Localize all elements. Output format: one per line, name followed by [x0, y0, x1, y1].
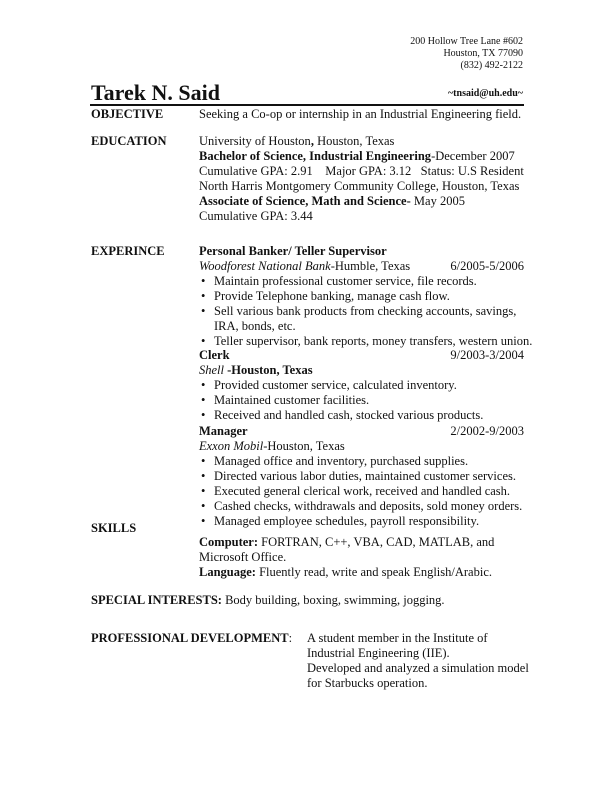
job-1-duties: [199, 274, 532, 349]
computer-list-end: , and: [470, 535, 495, 549]
professional-line: A student member in the Institute of: [307, 631, 488, 645]
address-line: Houston, TX 77090: [443, 48, 523, 59]
job-1-title: Personal Banker/ Teller Supervisor: [199, 244, 387, 258]
job-1-employer: Woodforest National Bank: [199, 259, 331, 273]
contact-address: [410, 36, 523, 72]
phone-number: (832) 492-2122: [460, 60, 523, 71]
applicant-name: Tarek N. Said: [91, 80, 220, 105]
gpa-1: Cumulative GPA: 2.91 Major GPA: 3.12 Status: U.S Resident: [199, 164, 524, 178]
professional-line: for Starbucks operation.: [307, 676, 428, 690]
professional-label: PROFESSIONAL DEVELOPMENT: [91, 631, 289, 645]
list-item: • Received and handled cash, stocked various products.: [199, 408, 524, 423]
professional-development-text: [307, 631, 529, 691]
professional-line: Developed and analyzed a simulation model: [307, 661, 529, 675]
list-item: • Managed office and inventory, purchased supplies.: [199, 454, 524, 469]
skills-block: [199, 535, 494, 580]
objective-sentence: Seeking a Co-op or internship in an Industrial Engineering field.: [199, 107, 522, 121]
email-address: ~tnsaid@uh.edu~: [447, 88, 523, 99]
school-1: [199, 134, 524, 149]
professional-development-heading: [91, 631, 292, 646]
school-1-location: Houston, Texas: [313, 134, 395, 148]
job-1-location: -Humble, Texas: [330, 259, 411, 273]
job-3-title: Manager: [199, 424, 248, 438]
job-2-employer-row: [199, 363, 524, 378]
list-item: IRA, bonds, etc.: [214, 319, 296, 333]
school-1-sep: ,: [310, 134, 314, 148]
degree-2-title: Associate of Science, Math and Science-: [199, 194, 411, 208]
list-item: • Teller supervisor, bank reports, money transfers, western union.: [199, 334, 532, 349]
list-item: • Provided customer service, calculated inventory.: [199, 378, 524, 393]
header-divider: [90, 104, 524, 106]
job-2-duties: [199, 378, 524, 423]
degree-2: [199, 194, 524, 209]
interests-heading: SPECIAL INTERESTS:: [91, 593, 222, 607]
skills-heading: SKILLS: [91, 521, 137, 535]
school-1-name: University of Houston: [199, 134, 311, 148]
degree-1-title: Bachelor of Science, Industrial Engineering: [199, 149, 432, 163]
job-2: [199, 348, 524, 423]
list-item: • Executed general clerical work, received and handled cash.: [199, 484, 524, 499]
special-interests: [91, 593, 445, 608]
job-1: [199, 244, 532, 349]
list-item: • Sell various bank products from checking accounts, savings,: [199, 304, 532, 319]
address-line: 200 Hollow Tree Lane #602: [410, 36, 523, 47]
language-skills: [199, 565, 494, 580]
list-item: • Provide Telephone banking, manage cash flow.: [199, 289, 532, 304]
experience-heading: EXPERINCE: [91, 244, 165, 258]
education-heading: EDUCATION: [91, 134, 167, 148]
computer-list: FORTRAN, C++, VBA, CAD, MATLAB: [258, 535, 471, 549]
job-3-duties: [199, 454, 524, 529]
list-item: • Maintained customer facilities.: [199, 393, 524, 408]
list-item: • Directed various labor duties, maintained customer services.: [199, 469, 524, 484]
job-3-title-row: [199, 424, 524, 439]
professional-line: Industrial Engineering (IIE).: [307, 646, 450, 660]
language-label: Language:: [199, 565, 256, 579]
language-text: Fluently read, write and speak English/Arabic.: [255, 565, 493, 579]
computer-label: Computer:: [199, 535, 259, 549]
job-2-location: -Houston, Texas: [224, 363, 313, 377]
professional-colon: :: [288, 631, 293, 645]
job-1-employer-row: [199, 259, 524, 274]
objective-heading: OBJECTIVE: [91, 107, 164, 121]
list-item: • Cashed checks, withdrawals and deposits, sold money orders.: [199, 499, 524, 514]
job-3-employer: Exxon Mobil: [199, 439, 264, 453]
school-2: North Harris Montgomery Community College, Houston, Texas: [199, 179, 520, 193]
job-2-title-row: [199, 348, 524, 363]
gpa-2: Cumulative GPA: 3.44: [199, 209, 313, 223]
job-3-employer-row: [199, 439, 524, 454]
interests-text: Body building, boxing, swimming, jogging.: [221, 593, 445, 607]
education-block: [199, 134, 524, 224]
job-3: [199, 424, 524, 529]
computer-skills: [199, 535, 494, 550]
job-2-title: Clerk: [199, 348, 230, 362]
job-2-employer: Shell: [199, 363, 224, 377]
degree-2-date: May 2005: [410, 194, 465, 208]
objective-text: [199, 107, 521, 122]
job-2-dates: 9/2003-3/2004: [450, 348, 524, 362]
degree-1: [199, 149, 524, 164]
computer-skills-line2: Microsoft Office.: [199, 550, 287, 564]
list-item: • Maintain professional customer service, file records.: [199, 274, 532, 289]
list-item: • Managed employee schedules, payroll responsibility.: [199, 514, 524, 529]
job-3-dates: 2/2002-9/2003: [450, 424, 524, 438]
job-3-location: -Houston, Texas: [263, 439, 345, 453]
degree-1-date: -December 2007: [431, 149, 515, 163]
job-1-dates: 6/2005-5/2006: [450, 259, 524, 273]
